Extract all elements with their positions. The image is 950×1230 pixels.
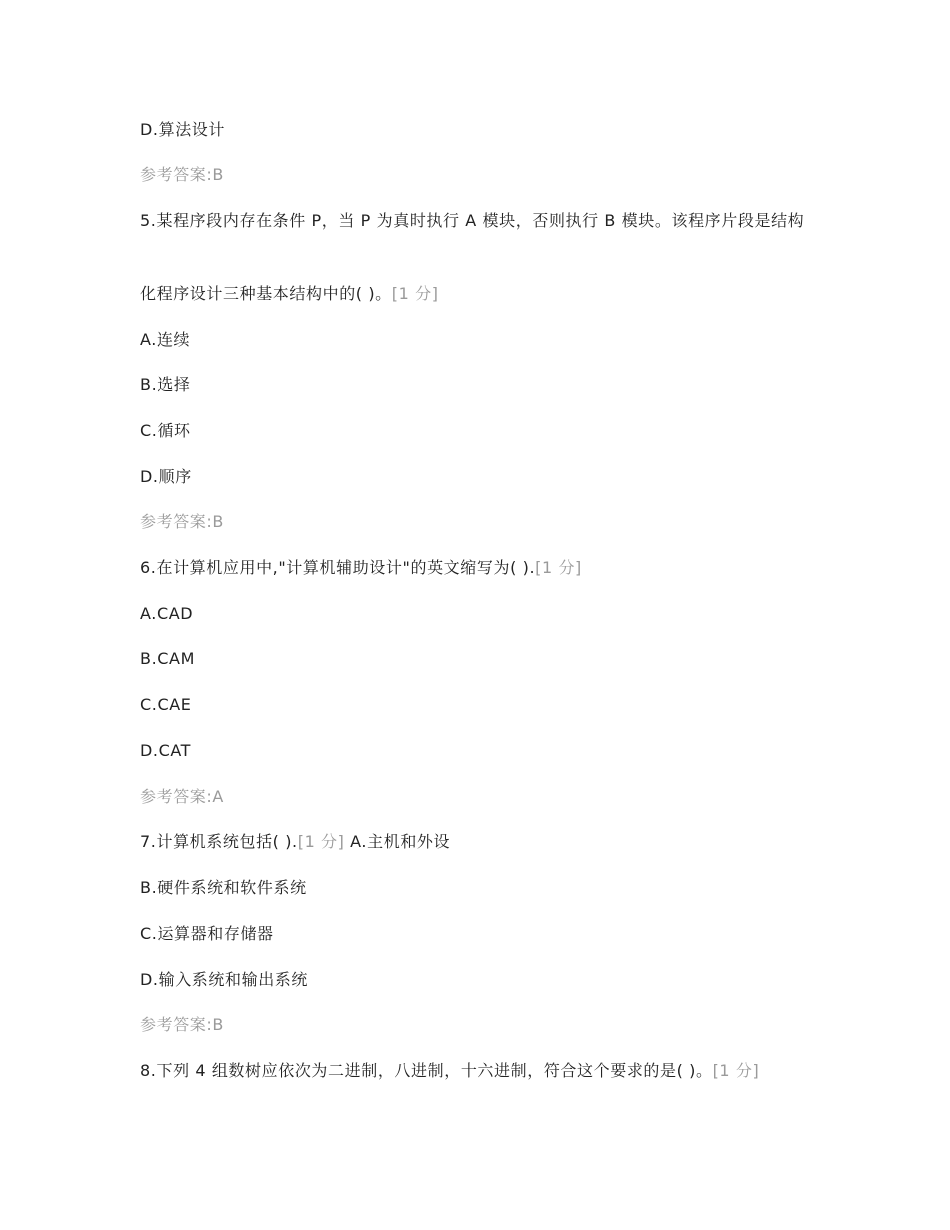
option-line — [140, 373, 810, 397]
score-label: [1 分] — [391, 284, 439, 303]
score-label: [1 分] — [535, 558, 582, 577]
answer-text: 参考答案:A — [140, 787, 224, 806]
score-label: [1 分] — [297, 832, 345, 851]
option-text: D.顺序 — [140, 467, 192, 486]
answer-line — [140, 163, 810, 187]
score-label: [1 分] — [712, 1061, 760, 1080]
option-text: B.硬件系统和软件系统 — [140, 878, 307, 897]
option-line — [140, 419, 810, 443]
option-text: B.CAM — [140, 649, 195, 668]
answer-text: 参考答案:B — [140, 165, 224, 184]
question-text: 5.某程序段内存在条件 P，当 P 为真时执行 A 模块，否则执行 B 模块。该程序片段是结构 — [140, 211, 805, 230]
option-text: B.选择 — [140, 375, 191, 394]
question-text: 6.在计算机应用中,"计算机辅助设计"的英文缩写为( ). — [140, 558, 536, 577]
option-text: C.循环 — [140, 421, 191, 440]
option-text: A.主机和外设 — [344, 832, 451, 851]
option-line — [140, 602, 810, 626]
question-text: 7.计算机系统包括( ). — [140, 832, 298, 851]
answer-text: 参考答案:B — [140, 1015, 224, 1034]
question-text: 8.下列 4 组数树应依次为二进制，八进制，十六进制，符合这个要求的是( )。 — [140, 1061, 713, 1080]
option-line — [140, 693, 810, 717]
option-line — [140, 922, 810, 946]
option-text: D.CAT — [140, 741, 192, 760]
answer-line — [140, 785, 810, 809]
option-line — [140, 968, 810, 992]
question-5 — [140, 209, 810, 233]
question-7 — [140, 830, 810, 854]
question-5-continued — [140, 282, 810, 306]
option-text: C.CAE — [140, 695, 192, 714]
question-6 — [140, 556, 810, 580]
option-line — [140, 118, 810, 142]
option-line — [140, 647, 810, 671]
option-text: A.CAD — [140, 604, 194, 623]
option-line — [140, 465, 810, 489]
question-8 — [140, 1059, 810, 1083]
option-line — [140, 739, 810, 763]
answer-line — [140, 1013, 810, 1037]
question-text: 化程序设计三种基本结构中的( )。 — [140, 284, 392, 303]
option-text: A.连续 — [140, 330, 191, 349]
option-text: D.输入系统和输出系统 — [140, 970, 309, 989]
option-text: D.算法设计 — [140, 120, 226, 139]
option-line — [140, 876, 810, 900]
answer-line — [140, 510, 810, 534]
answer-text: 参考答案:B — [140, 512, 224, 531]
option-text: C.运算器和存储器 — [140, 924, 274, 943]
option-line — [140, 328, 810, 352]
